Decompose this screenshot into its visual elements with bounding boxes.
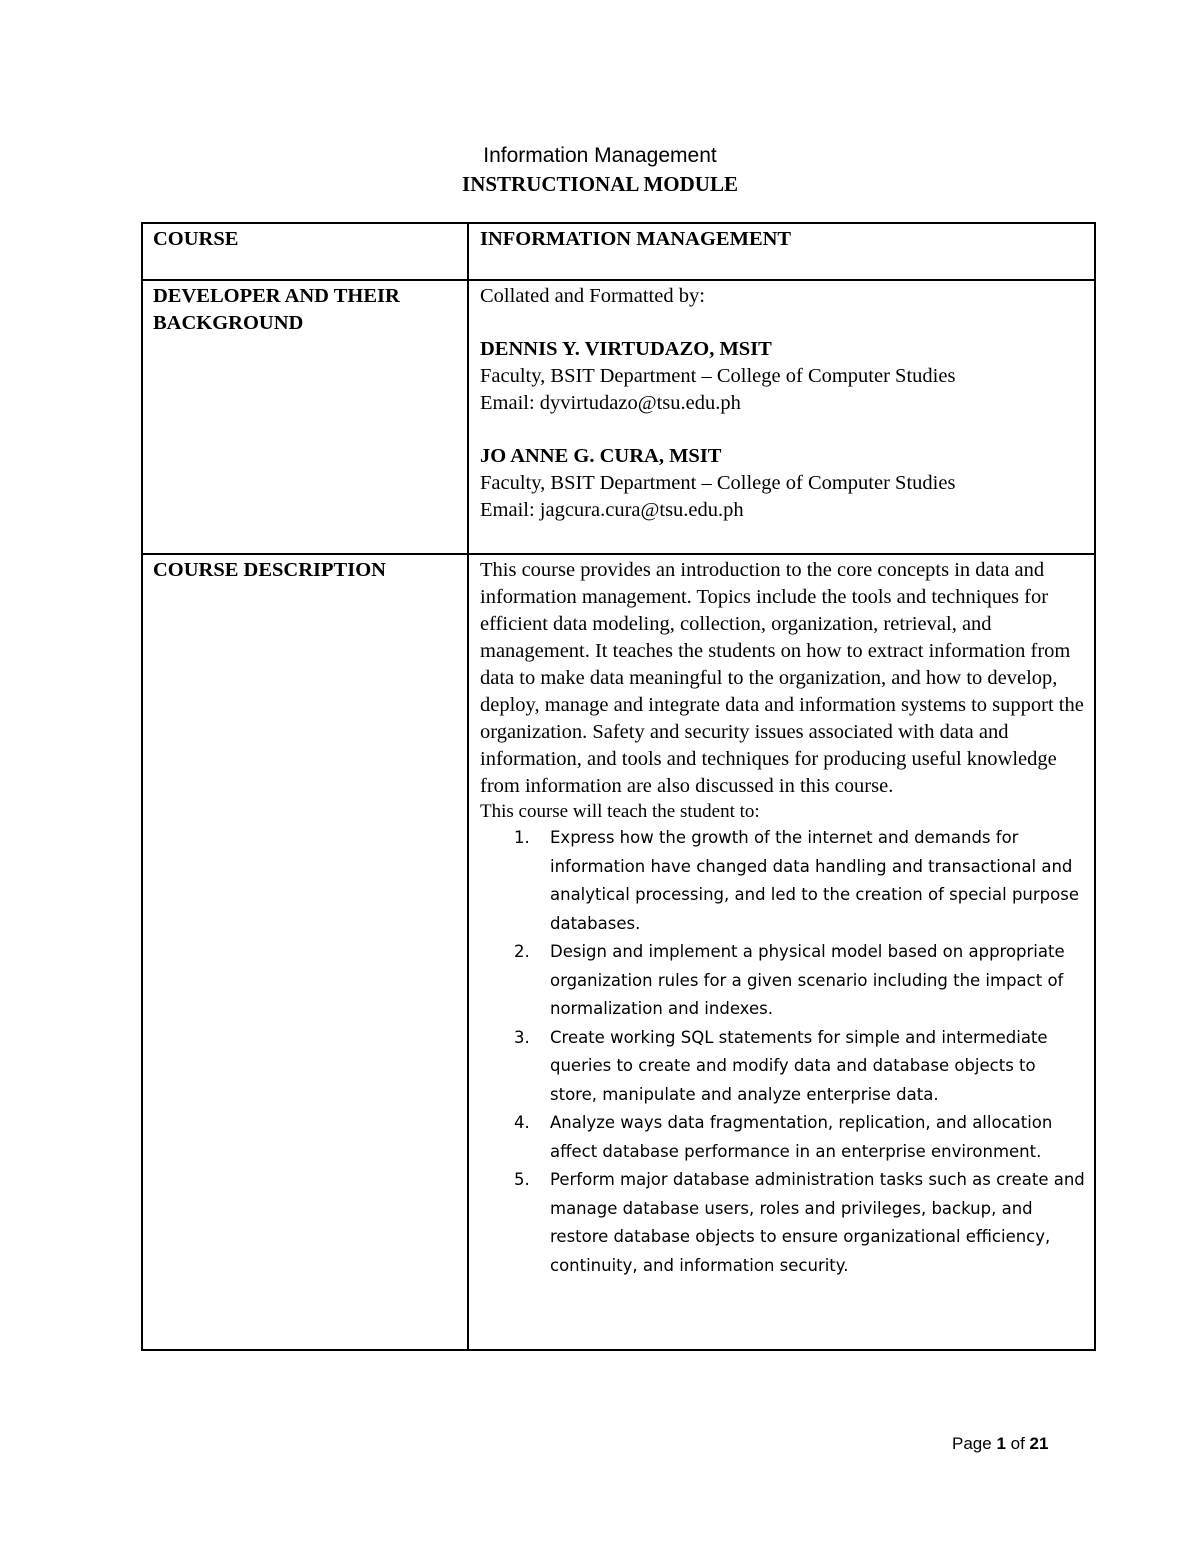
description-label: COURSE DESCRIPTION [142, 554, 468, 1350]
collated-by-text: Collated and Formatted by: [480, 285, 705, 307]
developer-cell [468, 280, 1095, 554]
list-item [480, 1166, 1086, 1280]
table-row-course [142, 223, 1095, 280]
list-text: Create working SQL statements for simple and intermediate queries to create and modify data and database objects to store, manipulate and analyze enterprise data. [550, 1027, 1048, 1104]
list-item [480, 1109, 1086, 1166]
list-number: 3. [514, 1027, 530, 1047]
developer-role: Faculty, BSIT Department – College of Computer Studies [480, 365, 956, 387]
developer-email: Email: jagcura.cura@tsu.edu.ph [480, 499, 744, 521]
objectives-list [480, 824, 1086, 1280]
description-paragraph: This course provides an introduction to the core concepts in data and information management. Topics include the tools and techniques for efficient data modeling, collection, organization, retrieval, and management. It teaches the students on how to extract information from data to make data meaningful to the organization, and how to develop, deploy, manage and integrate data and information systems to support the organization. Safety and security issues associated with data and information, and tools and techniques for producing useful knowledge from information are also discussed in this course. [480, 559, 1084, 797]
document-subtitle: INSTRUCTIONAL MODULE [462, 172, 738, 196]
list-number: 1. [514, 828, 530, 847]
list-number: 2. [514, 942, 530, 961]
list-number: 5. [514, 1170, 530, 1189]
page-prefix: Page [952, 1434, 997, 1453]
list-text: Design and implement a physical model based on appropriate organization rules for a given scenario including the impact of normalization and indexes. [550, 942, 1065, 1018]
objectives-intro: This course will teach the student to: [480, 801, 760, 822]
page-number [952, 1432, 1048, 1456]
list-text: Express how the growth of the internet and demands for information have changed data handling and transactional and analytical processing, and led to the creation of special purpose databases. [550, 828, 1079, 933]
course-info-table [141, 222, 1096, 1351]
developer-label: DEVELOPER AND THEIR BACKGROUND [142, 280, 468, 554]
document-title: Information Management [483, 144, 717, 167]
list-item [480, 824, 1086, 938]
list-item [480, 938, 1086, 1024]
list-item [480, 1024, 1086, 1110]
developer-role: Faculty, BSIT Department – College of Computer Studies [480, 472, 956, 494]
page-current: 1 [996, 1434, 1006, 1453]
course-label: COURSE [142, 223, 468, 280]
list-text: Perform major database administration tasks such as create and manage database users, roles and privileges, backup, and restore database objects to ensure organizational efficiency, continuity, and information security. [550, 1170, 1085, 1275]
developer-name: JO ANNE G. CURA, MSIT [480, 445, 722, 467]
developer-email: Email: dyvirtudazo@tsu.edu.ph [480, 392, 741, 414]
list-number: 4. [514, 1113, 530, 1132]
page-mid: of [1005, 1434, 1030, 1453]
table-row-description [142, 554, 1095, 1350]
course-value: INFORMATION MANAGEMENT [468, 223, 1095, 280]
page-total: 21 [1029, 1434, 1049, 1453]
description-cell [468, 554, 1095, 1350]
developer-name: DENNIS Y. VIRTUDAZO, MSIT [480, 338, 772, 360]
table-row-developer [142, 280, 1095, 554]
list-text: Analyze ways data fragmentation, replication, and allocation affect database performance in an enterprise environment. [550, 1113, 1053, 1161]
